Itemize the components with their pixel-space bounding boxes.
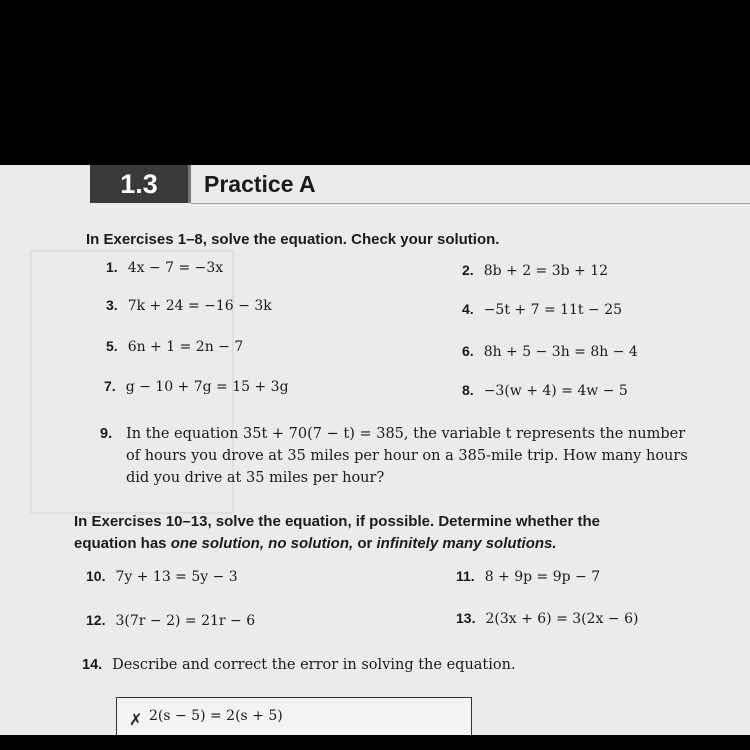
exercise-2: 2. 8b + 2 = 3b + 12: [462, 262, 609, 279]
box-equation: 2(s − 5) = 2(s + 5): [149, 708, 283, 724]
section-number-badge: 1.3: [90, 165, 188, 203]
instructions-line-2: equation has one solution, no solution, or infinitely many solutions.: [74, 535, 557, 552]
problem-9-line-1: In the equation 35t + 70(7 − t) = 385, the variable t represents the number: [126, 426, 686, 442]
exercises-1-8-instructions: In Exercises 1–8, solve the equation. Check your solution.: [86, 231, 500, 248]
exercise-13: 13. 2(3x + 6) = 3(2x − 6): [456, 610, 639, 627]
exercise-7: 7. g − 10 + 7g = 15 + 3g: [104, 378, 289, 395]
exercise-3: 3. 7k + 24 = −16 − 3k: [106, 297, 272, 314]
exercise-4: 4. −5t + 7 = 11t − 25: [462, 301, 623, 318]
exercises-10-13-instructions: [74, 511, 600, 555]
instructions-line-1: In Exercises 10–13, solve the equation, if possible. Determine whether the: [74, 513, 601, 530]
exercise-1: 1. 4x − 7 = −3x: [106, 259, 224, 276]
section-title: Practice A: [204, 171, 316, 197]
title-rule: [191, 203, 750, 204]
problem-14: 14. Describe and correct the error in solving the equation.: [82, 657, 516, 673]
exercise-6: 6. 8h + 5 − 3h = 8h − 4: [462, 343, 638, 360]
error-analysis-box: [116, 697, 472, 735]
worksheet-page: [0, 165, 750, 735]
exercise-8: 8. −3(w + 4) = 4w − 5: [462, 382, 628, 399]
problem-9: 9. In the equation 35t + 70(7 − t) = 385, the variable t represents the number of hours you drove at 35 miles per hour on a 385-mile trip. How many hours did you drive at 35 miles per hour?: [126, 423, 726, 489]
problem-9-line-2: of hours you drove at 35 miles per hour on a 385-mile trip. How many hours: [126, 448, 688, 464]
exercise-11: 11. 8 + 9p = 9p − 7: [456, 568, 601, 585]
exercise-5: 5. 6n + 1 = 2n − 7: [106, 338, 244, 355]
cross-mark-icon: ✗: [129, 712, 143, 729]
problem-9-line-3: did you drive at 35 miles per hour?: [126, 470, 385, 486]
badge-divider: [188, 165, 191, 203]
exercise-10: 10. 7y + 13 = 5y − 3: [86, 568, 238, 585]
exercise-12: 12. 3(7r − 2) = 21r − 6: [86, 612, 256, 629]
